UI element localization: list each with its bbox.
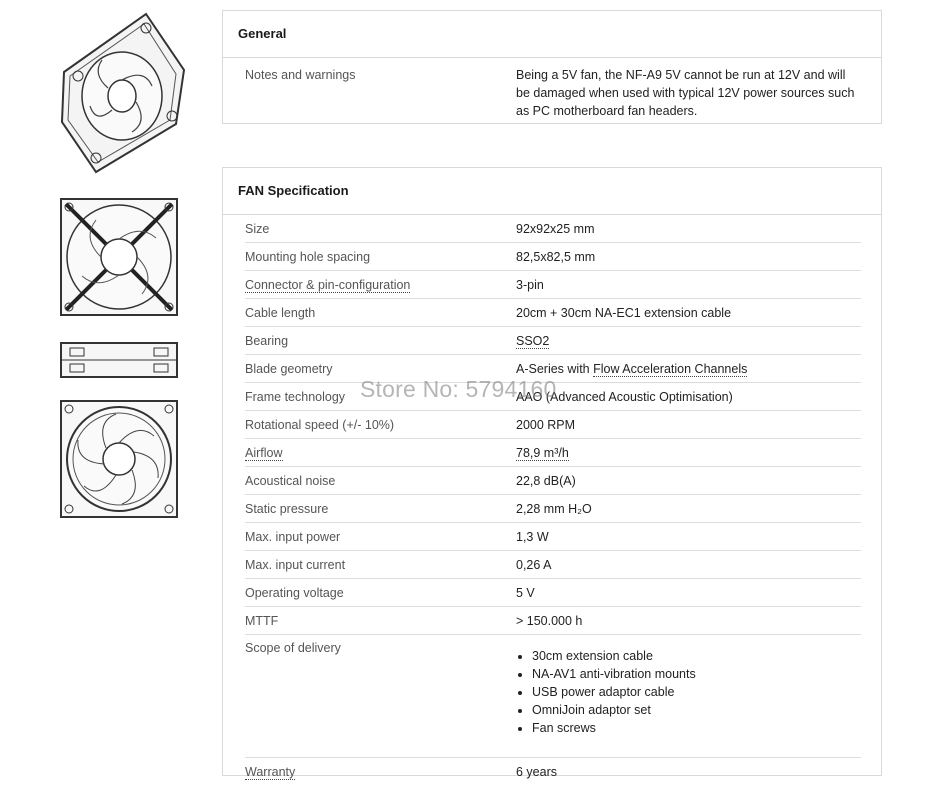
fan-side-drawing bbox=[60, 342, 178, 378]
store-watermark: Store No: 5794160 bbox=[360, 376, 557, 402]
fan-isometric-drawing bbox=[56, 12, 192, 174]
list-item: • OmniJoin adaptor set bbox=[532, 701, 861, 719]
spec-label: Size bbox=[245, 221, 270, 236]
spec-row-mounting-hole-spacing bbox=[245, 243, 861, 271]
spec-row-notes bbox=[245, 58, 861, 126]
spec-row-warranty bbox=[245, 758, 861, 785]
spec-value: AAO (Advanced Acoustic Optimisation) bbox=[516, 389, 733, 404]
spec-value: 92x92x25 mm bbox=[516, 221, 595, 236]
spec-label: Max. input current bbox=[245, 557, 346, 572]
connector-info-link[interactable]: Connector & pin-configuration bbox=[245, 277, 411, 292]
warranty-info-link[interactable]: Warranty bbox=[245, 764, 296, 779]
spec-value: > 150.000 h bbox=[516, 613, 583, 628]
spec-row-frame-technology bbox=[245, 383, 861, 411]
spec-value: 2,28 mm H₂O bbox=[516, 501, 592, 516]
general-section-title: General bbox=[223, 11, 881, 58]
spec-row-acoustical-noise bbox=[245, 467, 861, 495]
spec-value: 0,26 A bbox=[516, 557, 552, 572]
list-item: • USB power adaptor cable bbox=[532, 683, 861, 701]
airflow-info-link[interactable]: Airflow bbox=[245, 445, 283, 460]
list-item: • NA-AV1 anti-vibration mounts bbox=[532, 665, 861, 683]
spec-label: Notes and warnings bbox=[245, 68, 356, 82]
spec-row-size bbox=[245, 215, 861, 243]
spec-value: 5 V bbox=[516, 585, 535, 600]
spec-value: 2000 RPM bbox=[516, 417, 576, 432]
spec-row-max-input-power bbox=[245, 523, 861, 551]
spec-label: Bearing bbox=[245, 333, 289, 348]
spec-label: Blade geometry bbox=[245, 361, 333, 376]
spec-row-rotational-speed bbox=[245, 411, 861, 439]
spec-label: Operating voltage bbox=[245, 585, 344, 600]
spec-row-mttf bbox=[245, 607, 861, 635]
bearing-info-link[interactable]: SSO2 bbox=[516, 333, 550, 348]
spec-label: Max. input power bbox=[245, 529, 341, 544]
spec-row-connector bbox=[245, 271, 861, 299]
spec-value: 1,3 W bbox=[516, 529, 549, 544]
spec-label: Mounting hole spacing bbox=[245, 249, 371, 264]
fan-spec-section-title: FAN Specification bbox=[223, 168, 881, 215]
spec-row-blade-geometry bbox=[245, 355, 861, 383]
spec-value: A-Series with bbox=[516, 361, 594, 376]
list-item: • Fan screws bbox=[532, 719, 861, 737]
spec-row-scope-of-delivery bbox=[245, 635, 861, 758]
fan-back-drawing bbox=[60, 400, 178, 518]
spec-label: MTTF bbox=[245, 613, 279, 628]
spec-row-bearing bbox=[245, 327, 861, 355]
general-section bbox=[222, 10, 882, 124]
fan-front-drawing bbox=[60, 198, 178, 316]
spec-value: 20cm + 30cm NA-EC1 extension cable bbox=[516, 305, 732, 320]
spec-label: Frame technology bbox=[245, 389, 346, 404]
spec-row-static-pressure bbox=[245, 495, 861, 523]
spec-value: 22,8 dB(A) bbox=[516, 473, 576, 488]
spec-value: 82,5x82,5 mm bbox=[516, 249, 596, 264]
spec-label: Scope of delivery bbox=[245, 641, 341, 655]
list-item: • 30cm extension cable bbox=[532, 647, 861, 665]
fan-specification-section bbox=[222, 167, 882, 779]
spec-label: Cable length bbox=[245, 305, 316, 320]
spec-value: 3-pin bbox=[516, 277, 544, 292]
spec-value: 6 years bbox=[516, 764, 557, 779]
flow-acceleration-channels-link[interactable]: Flow Acceleration Channels bbox=[593, 361, 748, 376]
spec-value: Being a 5V fan, the NF-A9 5V cannot be run at 12V and will be damaged when used with typical 12V power sources such as PC motherboard fan headers. bbox=[516, 68, 855, 118]
spec-label: Acoustical noise bbox=[245, 473, 336, 488]
spec-row-airflow bbox=[245, 439, 861, 467]
spec-row-cable-length bbox=[245, 299, 861, 327]
spec-row-operating-voltage bbox=[245, 579, 861, 607]
fan-drawings-column bbox=[0, 0, 220, 778]
airflow-value-link[interactable]: 78,9 m³/h bbox=[516, 445, 569, 460]
spec-label: Rotational speed (+/- 10%) bbox=[245, 417, 395, 432]
scope-of-delivery-list bbox=[516, 647, 861, 737]
spec-label: Static pressure bbox=[245, 501, 329, 516]
spec-row-max-input-current bbox=[245, 551, 861, 579]
